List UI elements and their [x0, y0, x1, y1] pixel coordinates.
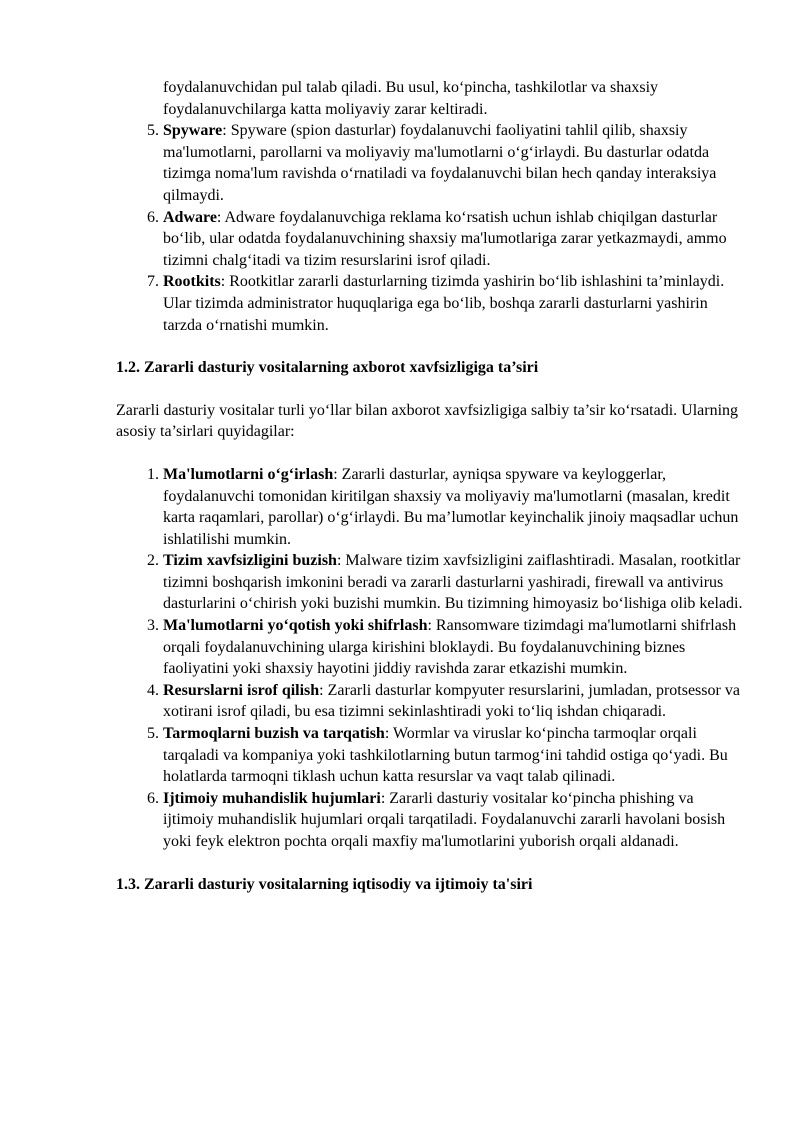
security-impacts-list — [116, 464, 746, 853]
item-term: Tizim xavfsizligini buzish — [163, 552, 337, 570]
item-term: Tarmoqlarni buzish va tarqatish — [163, 725, 385, 743]
item-term: Ma'lumotlarni yo‘qotish yoki shifrlash — [163, 617, 428, 635]
item-term: Ijtimoiy muhandislik hujumlari — [163, 789, 381, 807]
section-heading-1-3: 1.3. Zararli dasturiy vositalarning iqtisodiy va ijtimoiy ta'siri — [116, 875, 533, 893]
list-item — [163, 615, 746, 680]
list-item — [163, 207, 746, 272]
list-item — [163, 788, 746, 853]
item-text: : Ransomware tizimdagi ma'lumotlarni shifrlash orqali foydalanuvchining ularga kirishini bloklaydi. Bu foydalanuvchining biznes faoliyatini yoki shaxsiy hayotini jiddiy ravishda zarar etkazishi mumkin. — [163, 617, 737, 678]
list-item — [163, 680, 746, 723]
item-term: Resurslarni isrof qilish — [163, 681, 320, 699]
item-text: : Adware foydalanuvchiga reklama ko‘rsatish uchun ishlab chiqilgan dasturlar bo‘lib, ular odatda foydalanuvchining shaxsiy ma'lumotlariga zarar yetkazmaydi, ammo tizimni chalg‘itadi va tizim resurslarini isrof qiladi. — [163, 208, 727, 269]
page-content — [116, 77, 746, 895]
item-text: : Rootkitlar zararli dasturlarning tizimda yashirin bo‘lib ishlashini ta’minlaydi. Ular tizimda administrator huquqlariga ega bo‘lib, boshqa zararli dasturlarni yashirin tarzda o‘rnatishi mumkin. — [163, 273, 725, 334]
item-text: : Wormlar va viruslar ko‘pincha tarmoqlar orqali tarqaladi va kompaniya yoki tashkilotlarning butun tarmog‘ini tahdid ostiga qo‘yadi. Bu holatlarda tarmoqni tiklash uchun katta resurslar va vaqt talab qilinadi. — [163, 725, 728, 786]
item-term: Ma'lumotlarni o‘g‘irlash — [163, 465, 334, 483]
list-item — [163, 550, 746, 615]
malware-types-list — [116, 120, 746, 336]
item-text: : Zararli dasturlar kompyuter resurslarini, jumladan, protsessor va xotirani isrof qiladi, bu esa tizimni sekinlashtiradi yoki to‘liq ishdan chiqaradi. — [163, 681, 740, 721]
continuation-paragraph: foydalanuvchidan pul talab qiladi. Bu usul, ko‘pincha, tashkilotlar va shaxsiy foydalanuvchilarga katta moliyaviy zarar keltiradi. — [163, 79, 659, 118]
item-term: Rootkits — [163, 273, 221, 291]
item-text: : Malware tizim xavfsizligini zaiflashtiradi. Masalan, rootkitlar tizimni boshqarish imkonini beradi va zararli dasturlarni yashiradi, firewall va antivirus dasturlarini o‘chirish yoki buzishi mumkin. Bu tizimning himoyasiz bo‘lishiga olib keladi. — [163, 552, 743, 613]
list-item — [163, 464, 746, 550]
item-term: Adware — [163, 208, 217, 226]
item-text: : Zararli dasturlar, ayniqsa spyware va keyloggerlar, foydalanuvchi tomonidan kiritilgan shaxsiy va moliyaviy ma'lumotlarni (masalan, kredit karta raqamlari, parollar) o‘g‘irlaydi. Bu ma’lumotlar keyinchalik jinoiy maqsadlar uchun ishlatilishi mumkin. — [163, 465, 739, 548]
list-item — [163, 271, 746, 336]
item-text: : Spyware (spion dasturlar) foydalanuvchi faoliyatini tahlil qilib, shaxsiy ma'lumotlarni, parollarni va moliyaviy ma'lumotlarni o‘g‘irlaydi. Bu dasturlar odatda tizimga noma'lum ravishda o‘rnatiladi va foydalanuvchi bilan hech qanday interaksiya qilmaydi. — [163, 122, 717, 204]
section-heading-1-2: 1.2. Zararli dasturiy vositalarning axborot xavfsizligiga ta’siri — [116, 359, 539, 377]
list-item — [163, 723, 746, 788]
item-term: Spyware — [163, 122, 223, 140]
item-text: : Zararli dasturiy vositalar ko‘pincha phishing va ijtimoiy muhandislik hujumlari orqali tarqatiladi. Foydalanuvchi zararli havolani bosish yoki feyk elektron pochta orqali maxfiy ma'lumotlarini yuborish orqali aldanadi. — [163, 789, 726, 850]
section-intro-paragraph: Zararli dasturiy vositalar turli yo‘llar bilan axborot xavfsizligiga salbiy ta’sir ko‘rsatadi. Ularning asosiy ta’sirlari quyidagilar: — [116, 401, 739, 441]
list-item — [163, 120, 746, 206]
